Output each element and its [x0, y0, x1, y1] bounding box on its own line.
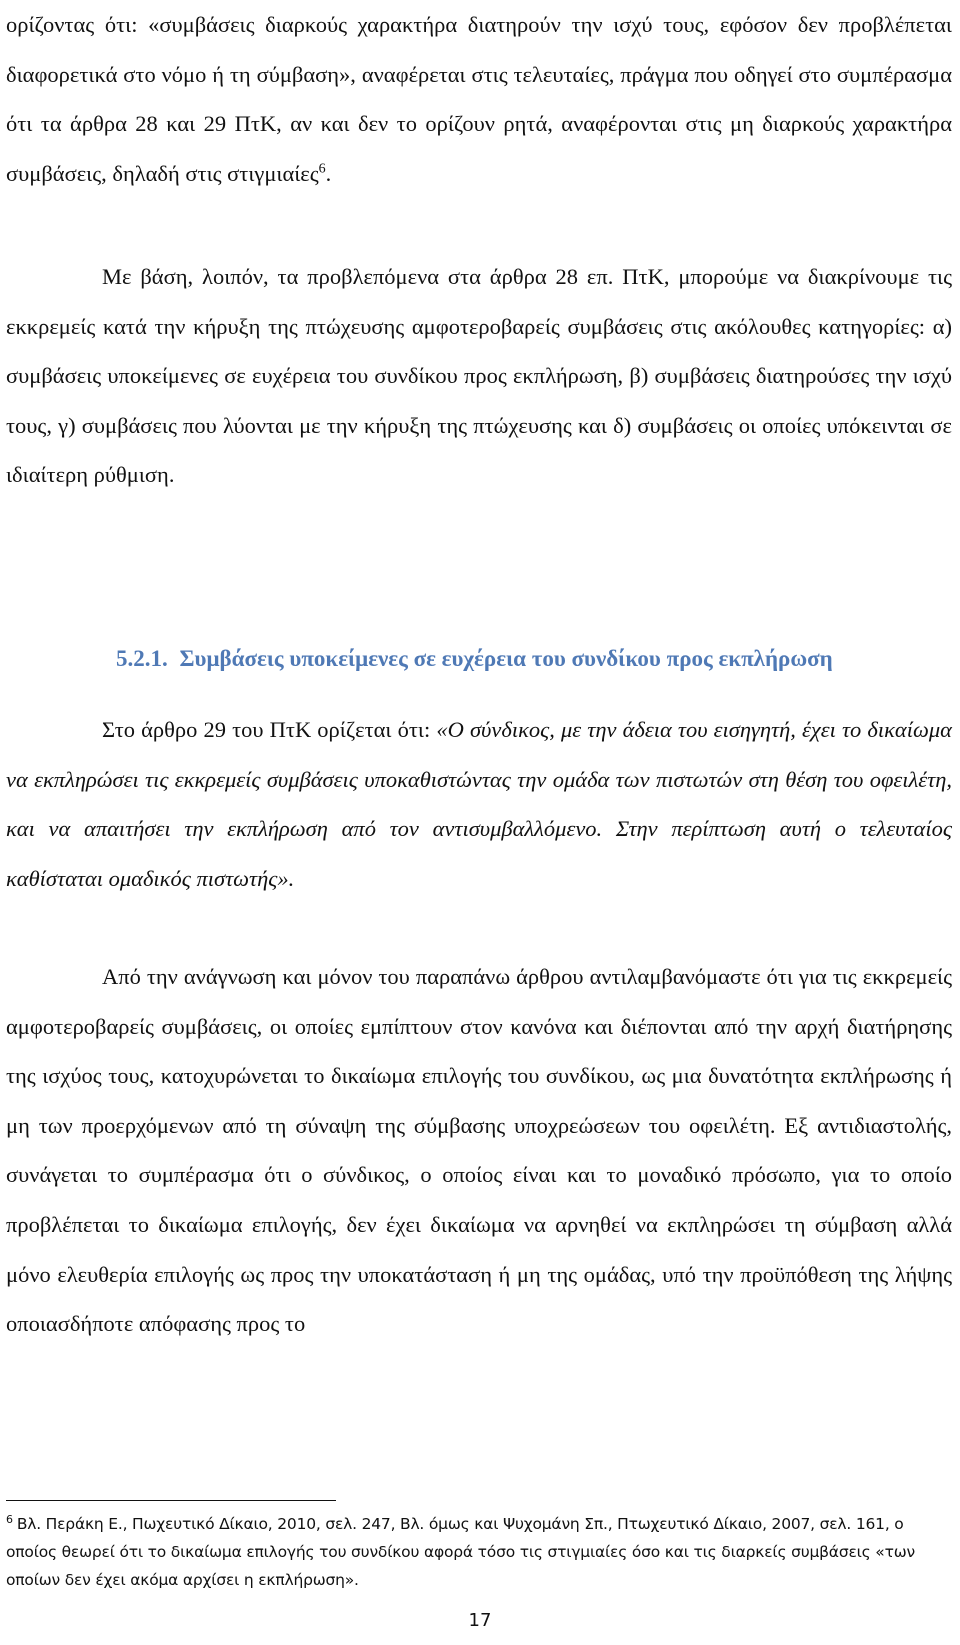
- footnote-separator: [6, 1500, 336, 1501]
- section-title: Συμβάσεις υποκείμενες σε ευχέρεια του συνδίκου προς εκπλήρωση: [179, 646, 833, 671]
- paragraph-1: [6, 0, 952, 240]
- paragraph-4: Από την ανάγνωση και μόνον του παραπάνω άρθρου αντιλαμβανόμαστε ότι για τις εκκρεμείς αμφοτεροβαρείς συμβάσεις, οι οποίες εμπίπτουν στον κανόνα και διέπονται από την αρχή διατήρησης της ισχύος τους, κατοχυρώνεται το δικαίωμα επιλογής του συνδίκου, ως μια δυνατότητα εκπλήρωσης ή μη των προερχόμενων από τη σύναψη της σύμβασης υποχρεώσεων του οφειλέτη. Εξ αντιδιαστολής, συνάγεται το συμπέρασμα ότι ο σύνδικος, ο οποίος είναι και το μοναδικό πρόσωπο, για το οποίο προβλέπεται το δικαίωμα επιλογής, δεν έχει δικαίωμα να αρνηθεί να εκπληρώσει τη σύμβαση αλλά μόνο ελευθερία επιλογής ως προς την υποκατάσταση ή μη της ομάδας, υπό την προϋπόθεση της λήψης οποιασδήποτε απόφασης προς το: [6, 964, 952, 1337]
- paragraph-1-text: ορίζοντας ότι: «συμβάσεις διαρκούς χαρακτήρα διατηρούν την ισχύ τους, εφόσον δεν προβλέπεται διαφορετικά στο νόμο ή τη σύμβαση», αναφέρεται στις τελευταίες, πράγμα που οδηγεί στο συμπέρασμα ότι τα άρθρα 28 και 29 ΠτΚ, αν και δεν το ορίζουν ρητά, αναφέρονται στις μη διαρκούς χαρακτήρα συμβάσεις, δηλαδή στις στιγμιαίες: [6, 12, 952, 186]
- paragraph-3: [6, 705, 952, 903]
- paragraph-1-end: .: [325, 160, 332, 186]
- paragraph-2: Με βάση, λοιπόν, τα προβλεπόμενα στα άρθρα 28 επ. ΠτΚ, μπορούμε να διακρίνουμε τις εκκρεμείς κατά την κήρυξη της πτώχευσης αμφοτεροβαρείς συμβάσεις στις ακόλουθες κατηγορίες: α) συμβάσεις υποκείμενες σε ευχέρεια του συνδίκου προς εκπλήρωση, β) συμβάσεις διατηρούσες την ισχύ τους, γ) συμβάσεις που λύονται με την κήρυξη της πτώχευσης και δ) συμβάσεις οι οποίες υπόκεινται σε ιδιαίτερη ρύθμιση.: [6, 264, 952, 488]
- footnote-mark: 6: [6, 1512, 13, 1526]
- page-number: 17: [468, 1610, 492, 1631]
- footnote-reference[interactable]: 6: [318, 161, 326, 177]
- article-quote: «Ο σύνδικος, με την άδεια του εισηγητή, έχει το δικαίωμα να εκπληρώσει τις εκκρεμείς συμβάσεις υποκαθιστώντας την ομάδα των πιστωτών στη θέση του οφειλέτη, και να απαιτήσει την εκπλήρωση από τον αντισυμβαλλόμενο. Στην περίπτωση αυτή ο τελευταίος καθίσταται ομαδικός πιστωτής».: [6, 717, 952, 891]
- footnote: [6, 1510, 956, 1594]
- section-heading: [6, 636, 952, 682]
- section-number: 5.2.1.: [116, 646, 168, 671]
- paragraph-3-intro: Στο άρθρο 29 του ΠτΚ ορίζεται ότι:: [102, 717, 437, 742]
- footnote-text: Βλ. Περάκη Ε., Πωχευτικό Δίκαιο, 2010, σελ. 247, Βλ. όμως και Ψυχομάνη Σπ., Πτωχευτικό Δίκαιο, 2007, σελ. 161, ο οποίος θεωρεί ότι το δικαίωμα επιλογής του συνδίκου αφορά τόσο τις στιγμιαίες όσο και τις διαρκείς συμβάσεις «των οποίων δεν έχει ακόμα αρχίσει η εκπλήρωση».: [6, 1515, 915, 1589]
